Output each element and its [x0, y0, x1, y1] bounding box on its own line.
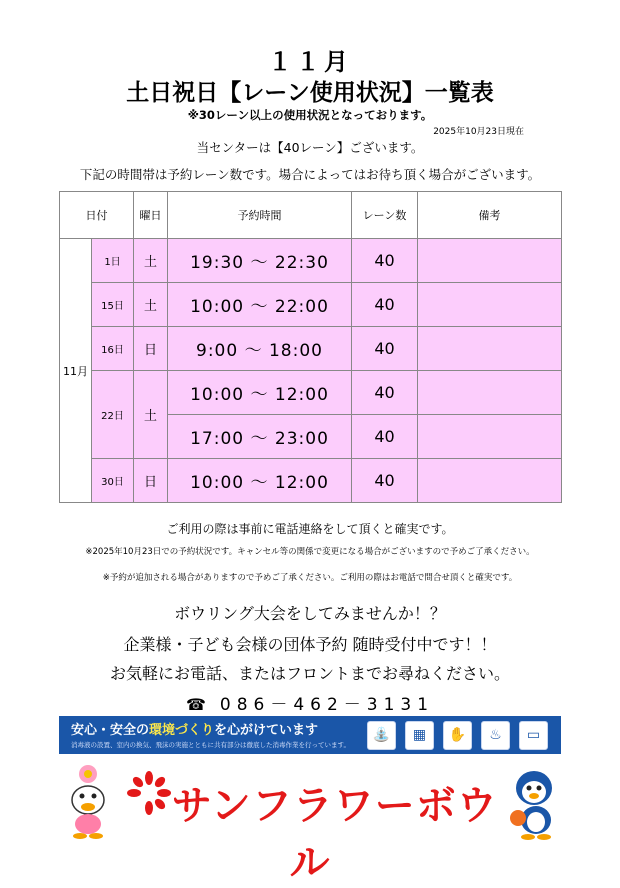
table-header-row [60, 192, 562, 239]
table-row [60, 327, 562, 371]
day-cell: 15日 [92, 283, 134, 327]
time-cell: 9:00 ～ 18:00 [168, 327, 352, 371]
hand-wash-icon: ✋ [443, 721, 472, 750]
weekday-cell: 土 [134, 239, 168, 283]
as-of-date: 2025年10月23日現在 [433, 127, 524, 137]
header-date: 日付 [60, 192, 134, 239]
note-cell [418, 459, 562, 503]
time-cell: 10:00 ～ 12:00 [168, 459, 352, 503]
promo-line-1: ボウリング大会をしてみませんか！？ [174, 604, 446, 623]
sanitizer-icon: ♨ [481, 721, 510, 750]
penguin-mascot-icon [504, 760, 564, 840]
weekday-cell: 日 [134, 459, 168, 503]
banner-subtitle: 消毒液の設置、室内の換気、飛沫の実施とともに共有部分は徹底した消毒作業を行っています。 [71, 741, 350, 749]
promo-line-2: 企業様・子ども会様の団体予約 随時受付中です！！ [123, 635, 497, 654]
header-time: 予約時間 [168, 192, 352, 239]
table-row [60, 459, 562, 503]
lanes-cell: 40 [352, 459, 418, 503]
month-cell: 11月 [60, 239, 92, 503]
header-note: 備考 [418, 192, 562, 239]
phone-line [0, 690, 620, 715]
phone-number[interactable]: 086－462－3131 [219, 695, 435, 715]
spray-bottle-icon: ⛲ [367, 721, 396, 750]
table-row [60, 239, 562, 283]
day-cell: 16日 [92, 327, 134, 371]
phone-icon: ☎ [185, 695, 206, 714]
lane-usage-table [59, 191, 562, 503]
center-lanes-text: 当センターは【40レーン】ございます。 [196, 140, 424, 155]
table-row [60, 371, 562, 415]
promo-line-3: お気軽にお電話、またはフロントまでお尋ねください。 [109, 664, 510, 683]
lanes-cell: 40 [352, 415, 418, 459]
table-row [60, 283, 562, 327]
banner-title [71, 719, 318, 738]
intro-text: 下記の時間帯は予約レーン数です。場合によってはお待ち頂く場合がございます。 [79, 167, 541, 182]
safety-banner [59, 716, 561, 754]
time-cell: 10:00 ～ 12:00 [168, 371, 352, 415]
title-note: ※30レーン以上の使用状況となっております。 [187, 108, 433, 122]
page-month-title: １１月 [268, 48, 352, 76]
note-cell [418, 327, 562, 371]
lanes-cell: 40 [352, 283, 418, 327]
addition-note: ※予約が追加される場合がありますので予めご了承ください。ご利用の際はお電話で問合せ頂くと確実です。 [102, 573, 518, 583]
day-cell: 1日 [92, 239, 134, 283]
lanes-cell: 40 [352, 371, 418, 415]
day-cell: 22日 [92, 371, 134, 459]
note-cell [418, 239, 562, 283]
time-cell: 19:30 ～ 22:30 [168, 239, 352, 283]
header-lanes: レーン数 [352, 192, 418, 239]
header-weekday: 曜日 [134, 192, 168, 239]
window-icon: ▦ [405, 721, 434, 750]
weekday-cell: 日 [134, 327, 168, 371]
lanes-cell: 40 [352, 327, 418, 371]
day-cell: 30日 [92, 459, 134, 503]
banner-title-highlight: 環境づくり [149, 723, 215, 738]
weekday-cell: 土 [134, 283, 168, 327]
note-cell [418, 283, 562, 327]
lanes-cell: 40 [352, 239, 418, 283]
confirm-text: ご利用の際は事前に電話連絡をして頂くと確実です。 [166, 522, 454, 536]
brand-logo-text: サンフラワーボウル [171, 783, 498, 886]
note-cell [418, 371, 562, 415]
mask-icon: ▭ [519, 721, 548, 750]
time-cell: 10:00 ～ 22:00 [168, 283, 352, 327]
sunflower-mascot-icon [58, 760, 118, 840]
banner-title-pre: 安心・安全の [71, 723, 150, 738]
banner-title-post: を心がけています [214, 723, 319, 738]
weekday-cell: 土 [134, 371, 168, 459]
reservation-note: ※2025年10月23日での予約状況です。キャンセル等の関係で変更になる場合がございますので予めご了承ください。 [85, 547, 535, 557]
note-cell [418, 415, 562, 459]
brand-logo [120, 774, 500, 888]
time-cell: 17:00 ～ 23:00 [168, 415, 352, 459]
page-title: 土日祝日【レーン使用状況】一覧表 [126, 80, 494, 106]
